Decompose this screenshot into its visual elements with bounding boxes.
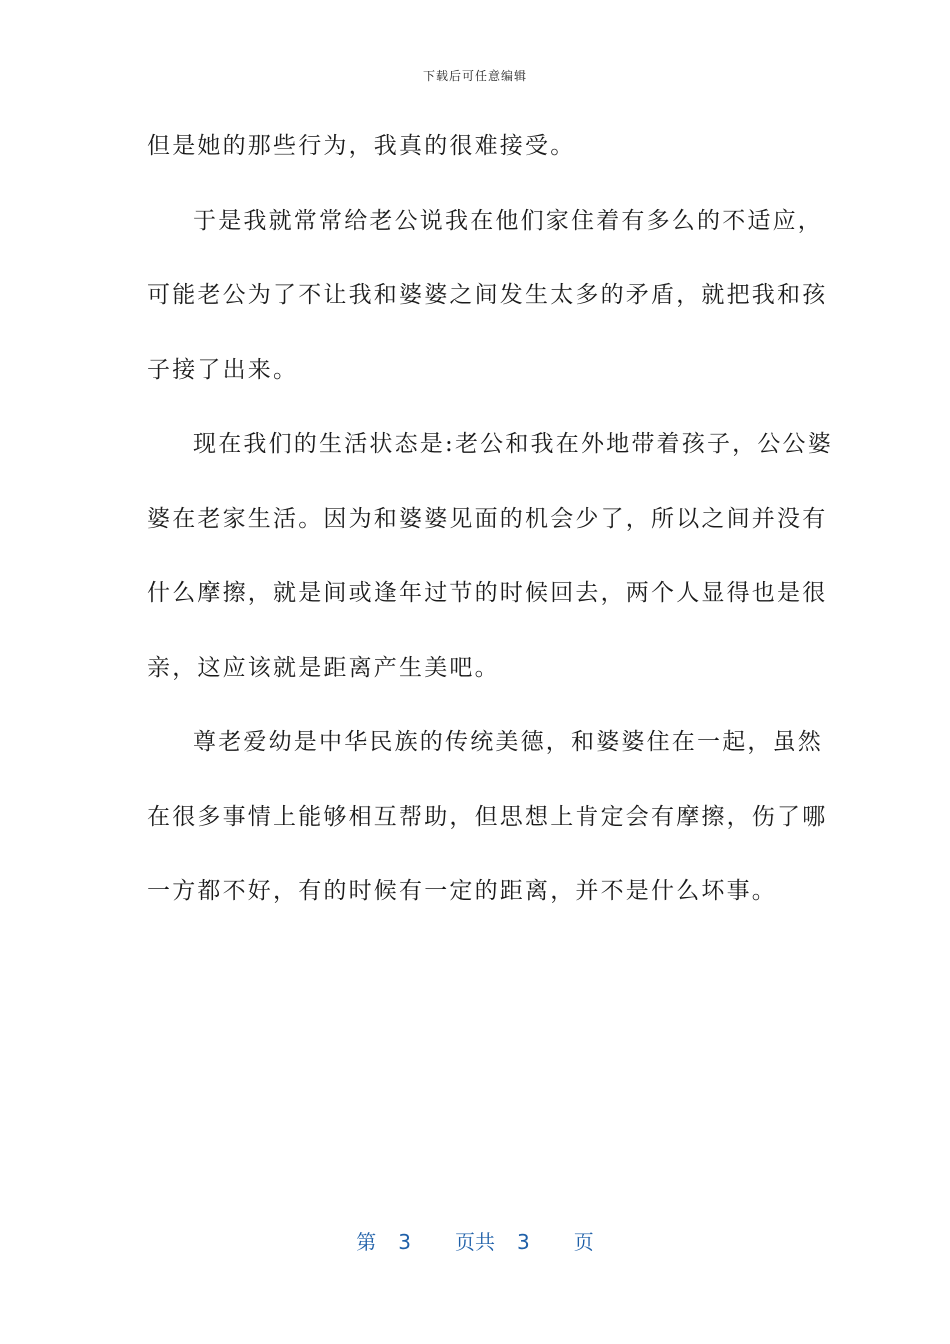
body-line-10: 在很多事情上能够相互帮助，但思想上肯定会有摩擦，伤了哪 xyxy=(147,803,828,830)
document-body xyxy=(147,128,833,948)
body-line-9: 尊老爱幼是中华民族的传统美德，和婆婆住在一起，虽然 xyxy=(193,729,823,755)
footer-current-page: 3 xyxy=(398,1230,411,1254)
header-note: 下载后可任意编辑 xyxy=(422,69,527,83)
body-line-5: 现在我们的生活状态是:老公和我在外地带着孩子，公公婆 xyxy=(193,431,833,457)
body-line-8: 亲，这应该就是距离产生美吧。 xyxy=(147,654,500,681)
body-line-11: 一方都不好，有的时候有一定的距离，并不是什么坏事。 xyxy=(147,878,777,904)
footer-middle: 页共 xyxy=(455,1230,495,1254)
footer-suffix: 页 xyxy=(573,1230,594,1254)
page-footer xyxy=(0,1226,950,1255)
body-line-6: 婆在老家生活。因为和婆婆见面的机会少了，所以之间并没有 xyxy=(147,505,828,532)
body-line-1: 但是她的那些行为，我真的很难接受。 xyxy=(147,133,576,159)
footer-prefix: 第 xyxy=(356,1230,377,1254)
body-line-3: 可能老公为了不让我和婆婆之间发生太多的矛盾，就把我和孩 xyxy=(147,282,828,308)
body-line-7: 什么摩擦，就是间或逢年过节的时候回去，两个人显得也是很 xyxy=(147,580,828,606)
body-line-2: 于是我就常常给老公说我在他们家住着有多么的不适应， xyxy=(193,207,823,234)
body-line-4: 子接了出来。 xyxy=(147,356,299,383)
footer-total-pages: 3 xyxy=(517,1230,530,1254)
